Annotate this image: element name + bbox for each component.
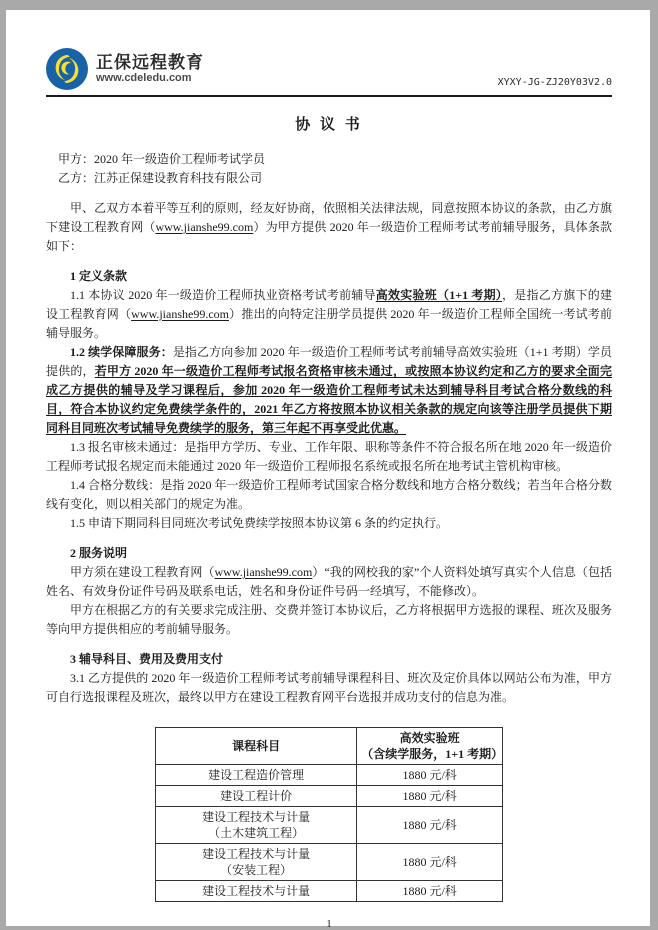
clause-1-1-mid: ，是指乙方旗下的建设工程教育网（ [46, 288, 612, 321]
party-a-line: 甲方：2020 年一级造价工程师考试学员 [58, 152, 266, 166]
clause-1-2-text: 是指乙方向参加 2020 年一级造价工程师考试考前辅导高效实验班（1+1 考期）学员提供的， [46, 345, 612, 378]
table-row [156, 807, 503, 844]
clause-1-3: 1.3 报名审核未通过：是指甲方学历、专业、工作年限、职称等条件不符合报名所在地 2020 年一级造价工程师考试报名规定而未能通过 2020 年一级造价工程师报名系统或报名所在地考试主管机构审核。 [46, 440, 612, 473]
price-cell: 1880 元/科 [357, 807, 503, 844]
table-row [156, 786, 503, 807]
fee-table [155, 727, 503, 902]
clause-1-4: 1.4 合格分数线：是指 2020 年一级造价工程师考试国家合格分数线和地方合格分数线；若当年合格分数线有变化，则以相关部门的规定为准。 [46, 478, 612, 511]
party-b-line: 乙方：江苏正保建设教育科技有限公司 [58, 171, 263, 185]
section2-p1-pre: 甲方须在建设工程教育网（ [70, 565, 215, 579]
price-cell: 1880 元/科 [357, 765, 503, 786]
document-page [6, 10, 650, 930]
clause-1-1-text: 1.1 本协议 2020 年一级造价工程师执业资格考试考前辅导 [70, 288, 376, 302]
clause-1-1-emphasis: 高效实验班（1+1 考期） [375, 288, 503, 302]
intro-text-pre: 甲、乙双方本着平等互利的原则，经友好协商，依照相关法律法规，同意按照本协议的条款，由乙方旗下建设工程教育网（ [46, 201, 612, 234]
table-row [156, 844, 503, 881]
parties-block [46, 150, 612, 188]
logo [46, 48, 204, 90]
page-number: 1 [326, 918, 332, 930]
col-header-class-line1: 高效实验班 [399, 731, 460, 745]
section3-paragraph-1: 3.1 乙方提供的 2020 年一级造价工程师考试考前辅导课程科目、班次及定价具体以网站公布为准，甲方可自行选报课程及班次，最终以甲方在建设工程教育网平台选报并成功支付的信息为准。 [46, 671, 612, 704]
jianshe-link[interactable]: www.jianshe99.com [155, 220, 254, 234]
clause-1-2-term: 1.2 续学保障服务： [70, 345, 173, 359]
clause-1-2 [46, 343, 612, 438]
page-header [46, 48, 612, 97]
subject-cell: 建设工程技术与计量 （安装工程） [156, 844, 357, 881]
clause-1-1-post: ）推出的向特定注册学员提供 2020 年一级造价工程师全国统一考试考前辅导服务。 [46, 307, 612, 340]
intro-paragraph [46, 199, 612, 256]
doc-code: XYXY-JG-ZJ20Y03V2.0 [497, 77, 612, 88]
col-header-class-line2: （含续学服务，1+1 考期） [361, 747, 504, 761]
table-row [156, 765, 503, 786]
subject-cell: 建设工程技术与计量 （土木建筑工程） [156, 807, 357, 844]
price-cell: 1880 元/科 [357, 786, 503, 807]
col-header-subject: 课程科目 [156, 728, 357, 765]
logo-url: www.cdeledu.com [96, 72, 192, 84]
section2-p1-post: ）“我的网校我的家”个人资料处填写真实个人信息（包括姓名、有效身份证件号码及联系电话，姓名和身份证件号码一经填写，不能修改）。 [46, 565, 612, 598]
section2-paragraph-1 [46, 563, 612, 601]
table-row [156, 881, 503, 902]
logo-swirl-icon [46, 48, 88, 90]
col-header-class [357, 728, 503, 765]
clause-1-5: 1.5 申请下期同科目同班次考试免费续学按照本协议第 6 条的约定执行。 [70, 516, 449, 530]
section1-heading: 1 定义条款 [70, 269, 128, 283]
intro-text-post: ）为甲方提供 2020 年一级造价工程师考试考前辅导服务，具体条款如下： [46, 220, 612, 253]
subject-cell: 建设工程计价 [156, 786, 357, 807]
jianshe-link[interactable]: www.jianshe99.com [131, 307, 229, 321]
clause-1-1 [46, 286, 612, 343]
section2-paragraph-2: 甲方在根据乙方的有关要求完成注册、交费并签订本协议后，乙方将根据甲方选报的课程、班次及服务等向甲方提供相应的考前辅导服务。 [46, 603, 612, 636]
clause-1-2-emphasis: 若甲方 2020 年一级造价工程师考试报名资格审核未通过，或按照本协议约定和乙方的要求全面完成乙方提供的辅导及学习课程后，参加 2020 年一级造价工程师考试未达到辅导科目考试合格分数线的科目，符合本协议约定免费续学条件的，2021 年乙方将按照本协议相关条款的规定向该等注册学员提供下期同科目同班次考试辅导免费续学的服务，第三年起不再享受此优惠。 [46, 364, 612, 435]
jianshe-link[interactable]: www.jianshe99.com [214, 565, 313, 579]
price-cell: 1880 元/科 [357, 881, 503, 902]
subject-cell: 建设工程造价管理 [156, 765, 357, 786]
logo-text [96, 53, 204, 85]
logo-title: 正保远程教育 [96, 53, 204, 72]
section2-heading: 2 服务说明 [70, 546, 128, 560]
document-title: 协 议 书 [295, 117, 363, 133]
subject-cell: 建设工程技术与计量 [156, 881, 357, 902]
price-cell: 1880 元/科 [357, 844, 503, 881]
section3-heading: 3 辅导科目、费用及费用支付 [70, 652, 224, 666]
fee-table-header-row [156, 728, 503, 765]
